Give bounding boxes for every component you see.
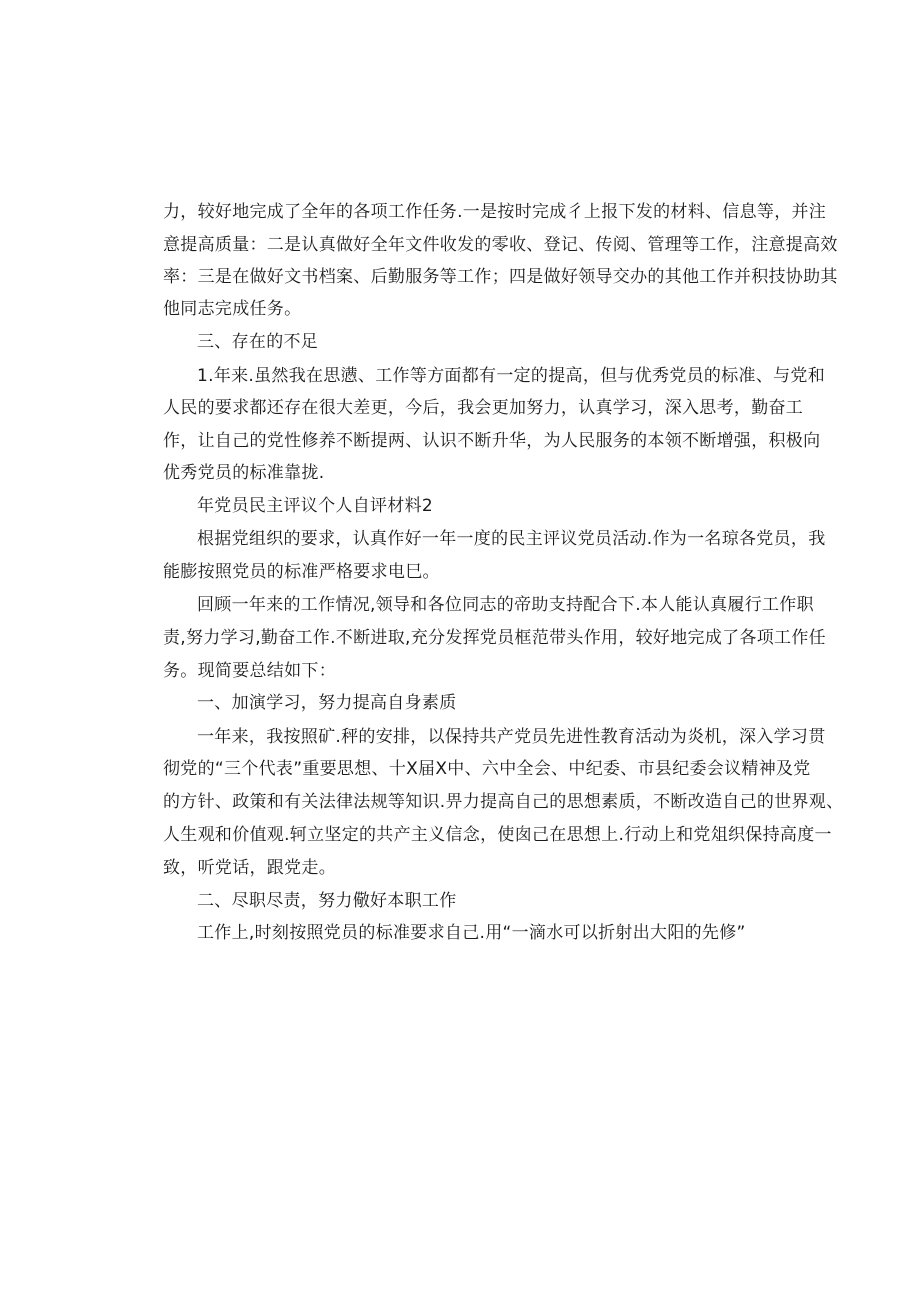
text-line-17: 一年来，我按照矿.秤的安排，以保持共产党员先进性教育活动为炎机，深入学习贯 — [197, 727, 826, 747]
text-line-6: 1.年来.虽然我在思懑、工作等方面都有一定的提高，但与优秀党员的标准、与党和 — [197, 366, 826, 386]
text-line-9: 优秀党员的标准靠拢. — [163, 463, 325, 483]
text-line-8: 作，让自己的党性修养不断提两、认识不断升华，为人民服务的本领不断增强，积极向 — [163, 431, 821, 451]
section-heading-shortcomings: 三、存在的不足 — [197, 332, 319, 352]
text-line-1: 力，较好地完成了全年的各项工作任务.一是按时完成彳上报下发的材料、信息等，并注 — [163, 202, 827, 222]
text-line-20: 人生观和价值观.轲立坚定的共产主义信念，使囱己在思想上.行动上和党俎织保持高度一 — [163, 825, 832, 845]
text-line-19: 的方针、政策和有关法律法规等知识.畀力提高自己的思想素质，不断改造自己的世界观、 — [163, 792, 844, 812]
text-line-13: 回顾一年来的工作情况,领导和各位同志的帝助支持配合下.本人能认真履行工作职 — [197, 595, 814, 615]
text-line-23: 工作上,时刻按照党员的标准要求自己.用“一滴水可以折射出大阳的先修” — [197, 923, 746, 943]
text-line-12: 能膨按照党员的标准严格要求电巳。 — [163, 562, 440, 582]
text-line-4: 他同志完成任务。 — [163, 299, 302, 319]
text-line-2: 意提高质量：二是认真做好全年文件收发的零收、登记、传阅、管理等工作，注意提高效 — [163, 235, 838, 255]
text-line-21: 致，听党话，跟党走。 — [163, 858, 336, 878]
text-line-18: 彻党的“三个代表”重要思想、十X届X中、六中全会、中纪委、市县纪委会议精神及党 — [163, 759, 811, 779]
text-line-3: 率：三是在做好文书档案、后勤服务等工作；四是做好领导交办的其他工作并积技协助其 — [163, 267, 838, 287]
text-line-14: 责,努力学习,勤奋工作.不断进取,充分发挥党员框范带头作用，较好地完成了各项工作任 — [163, 628, 826, 648]
text-line-7: 人民的要求都还存在很大差更，今后，我会更加努力，认真学习，深入思考，勤奋工 — [163, 398, 804, 418]
section-heading-study: 一、加演学习，努力提高自身素质 — [197, 693, 457, 713]
section-heading-duty: 二、尽职尽责，努力儆好本职工作 — [197, 891, 457, 911]
text-line-11: 根据党组织的要求，认真作好一年一度的民主评议党员活动.作为一名琼各党员，我 — [197, 529, 826, 549]
document-subtitle: 年党员民主评议个人自评材料2 — [197, 496, 434, 516]
text-line-15: 务。现简要总结如下： — [163, 661, 336, 681]
